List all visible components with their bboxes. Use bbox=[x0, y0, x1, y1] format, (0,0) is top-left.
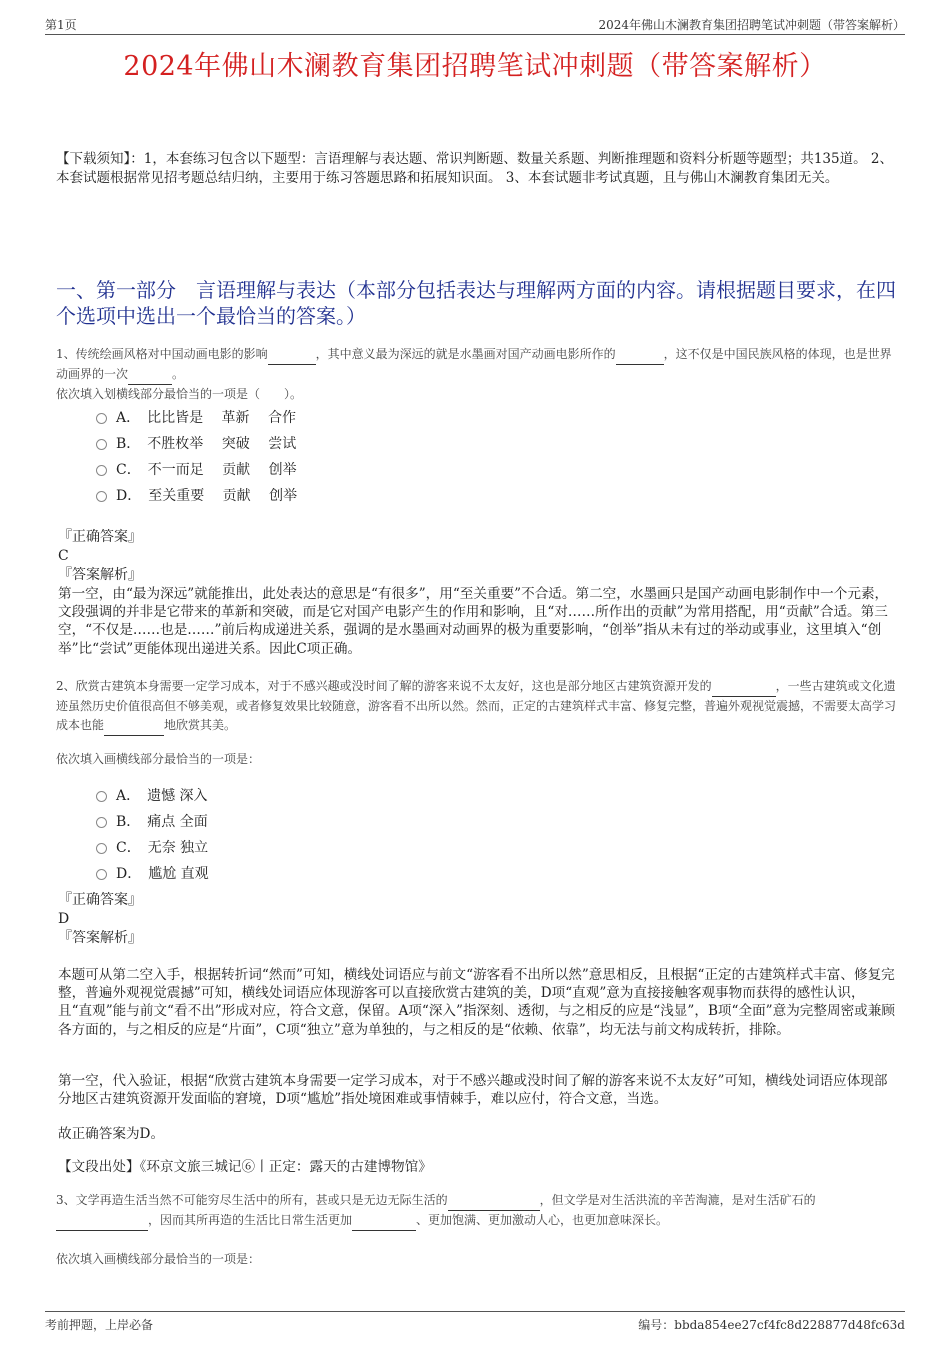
q1-text-4: 。 bbox=[172, 367, 185, 381]
q3-text-1: 3、文学再造生活当然不可能穷尽生活中的所有，甚或只是无边无际生活的 bbox=[56, 1193, 448, 1207]
q1-option-d-label: D． 至关重要 贡献 创举 bbox=[116, 488, 298, 504]
q1-option-a-label: A． 比比皆是 革新 合作 bbox=[116, 410, 297, 426]
q1-prompt: 依次填入划横线部分最恰当的一项是（ ）。 bbox=[56, 387, 303, 401]
q1-option-b[interactable] bbox=[96, 431, 297, 457]
q2-text-2: ，一些古建筑或文化遗迹虽然历史价值很高但不够美观，或者修复效果比较随意，游客看不出所以然。然而，正定的古建筑样式丰富、修复完整，普遍外观视觉震撼，不需要太高学习成本也能 bbox=[56, 679, 897, 732]
q3-blank-1 bbox=[448, 1191, 540, 1211]
question-2-stem bbox=[56, 677, 896, 736]
question-3-stem bbox=[56, 1191, 896, 1231]
page-header bbox=[45, 14, 905, 35]
document-title: 2024年佛山木澜教育集团招聘笔试冲刺题（带答案解析） bbox=[123, 51, 827, 82]
q1-text-1: 1、传统绘画风格对中国动画电影的影响 bbox=[56, 347, 268, 361]
q2-option-d-label: D． 尴尬 直观 bbox=[116, 866, 209, 882]
q1-options bbox=[96, 405, 297, 509]
q2-prompt: 依次填入画横线部分最恰当的一项是： bbox=[56, 752, 261, 766]
q3-prompt: 依次填入画横线部分最恰当的一项是： bbox=[56, 1252, 261, 1266]
footer-doc-id: 编号：bbda854ee27cf4fc8d228877d48fc63d bbox=[638, 1318, 905, 1332]
q2-source: 【文段出处】《环京文旅三城记⑥丨正定：露天的古建博物馆》 bbox=[58, 1159, 432, 1175]
q3-text-4: 、更加饱满、更加激动人心，也更加意味深长。 bbox=[416, 1213, 669, 1227]
q3-blank-3 bbox=[352, 1211, 416, 1231]
radio-icon[interactable] bbox=[96, 465, 107, 476]
download-notice: 【下载须知】：1，本套练习包含以下题型：言语理解与表达题、常识判断题、数量关系题、判断推理题和资料分析题等题型；共135道。 2、本套试题根据常见招考题总结归纳，主要用于练习答题思路和拓展知识面。 3、本套试题非考试真题，且与佛山木澜教育集团无关。 bbox=[56, 151, 893, 186]
page-footer bbox=[45, 1311, 905, 1332]
q1-analysis-label: 『答案解析』 bbox=[58, 567, 142, 583]
q2-blank-2 bbox=[104, 716, 164, 736]
q1-blank-2 bbox=[616, 345, 664, 365]
q2-answer-block bbox=[58, 891, 142, 948]
radio-icon[interactable] bbox=[96, 817, 107, 828]
q2-analysis-2: 第一空，代入验证，根据“欣赏古建筑本身需要一定学习成本，对于不感兴趣或没时间了解的游客来说不太友好”可知，横线处词语应体现部分地区古建筑资源开发面临的窘境，D项“尴尬”指处境困难或事情棘手，难以应付，符合文意，当选。 bbox=[58, 1073, 888, 1108]
q1-text-3: ，这不仅是中国民族风格的体现，也是世界动画界的一次 bbox=[56, 347, 892, 381]
q1-analysis: 第一空，由“最为深远”就能推出，此处表达的意思是“有很多”，用“至关重要”不合适。第二空，水墨画只是国产动画电影制作中一个元素，文段强调的并非是它带来的革新和突破，而是它对国产电影产生的作用和影响，且“对……所作出的贡献”为常用搭配，用“贡献”合适。第三空，“不仅是……也是……”前后构成递进关系，强调的是水墨画对动画界的极为重要影响，“创举”指从未有过的举动或事业，这里填入“创举”比“尝试”更能体现出递进关系。因此C项正确。 bbox=[58, 586, 889, 657]
q1-answer: C bbox=[58, 548, 69, 564]
q2-options bbox=[96, 783, 209, 887]
q2-analysis-label: 『答案解析』 bbox=[58, 930, 142, 946]
q2-option-c-label: C． 无奈 独立 bbox=[116, 840, 209, 856]
question-1-stem bbox=[56, 345, 896, 404]
radio-icon[interactable] bbox=[96, 791, 107, 802]
header-doc-title: 2024年佛山木澜教育集团招聘笔试冲刺题（带答案解析） bbox=[598, 18, 905, 32]
q1-option-d[interactable] bbox=[96, 483, 297, 509]
q1-blank-3 bbox=[128, 365, 172, 385]
q2-option-c[interactable] bbox=[96, 835, 209, 861]
q2-text-3: 地欣赏其美。 bbox=[164, 718, 237, 732]
q2-analysis-1: 本题可从第二空入手，根据转折词“然而”可知，横线处词语应与前文“游客看不出所以然”意思相反，且根据“正定的古建筑样式丰富、修复完整，普遍外观视觉震撼”可知，横线处词语应体现游客可以直接欣赏古建筑的美，D项“直观”意为直接接触客观事物而获得的感性认识，且“直观”能与前文“看不出”形成对应，符合文意，保留。A项“深入”指深刻、透彻，与之相反的应是“浅显”，B项“全面”意为完整周密或兼顾各方面的，与之相反的应是“片面”，C项“独立”意为单独的，与之相反的是“依赖、依靠”，均无法与前文构成转折，排除。 bbox=[58, 967, 895, 1038]
q1-blank-1 bbox=[268, 345, 316, 365]
q1-answer-block bbox=[58, 528, 142, 585]
q1-answer-label: 『正确答案』 bbox=[58, 529, 142, 545]
radio-icon[interactable] bbox=[96, 439, 107, 450]
radio-icon[interactable] bbox=[96, 869, 107, 880]
q2-answer-label: 『正确答案』 bbox=[58, 892, 142, 908]
radio-icon[interactable] bbox=[96, 491, 107, 502]
radio-icon[interactable] bbox=[96, 843, 107, 854]
q1-text-2: ，其中意义最为深远的就是水墨画对国产动画电影所作的 bbox=[315, 347, 616, 361]
q2-analysis-3: 故正确答案为D。 bbox=[58, 1126, 165, 1142]
q2-option-d[interactable] bbox=[96, 861, 209, 887]
q2-blank-1 bbox=[712, 677, 776, 697]
q1-option-b-label: B． 不胜枚举 突破 尝试 bbox=[116, 436, 297, 452]
section-heading: 一、第一部分 言语理解与表达（本部分包括表达与理解两方面的内容。请根据题目要求，在四个选项中选出一个最恰当的答案。） bbox=[56, 278, 896, 328]
q1-option-c-label: C． 不一而足 贡献 创举 bbox=[116, 462, 297, 478]
q2-option-b-label: B． 痛点 全面 bbox=[116, 814, 208, 830]
radio-icon[interactable] bbox=[96, 413, 107, 424]
q1-option-a[interactable] bbox=[96, 405, 297, 431]
q3-text-2: ，但文学是对生活洪流的辛苦淘漉，是对生活矿石的 bbox=[539, 1193, 816, 1207]
q2-text-1: 2、欣赏古建筑本身需要一定学习成本，对于不感兴趣或没时间了解的游客来说不太友好，这也是部分地区古建筑资源开发的 bbox=[56, 679, 712, 693]
q2-option-a[interactable] bbox=[96, 783, 209, 809]
q3-blank-2 bbox=[56, 1211, 148, 1231]
q2-option-a-label: A． 遗憾 深入 bbox=[116, 788, 208, 804]
q1-option-c[interactable] bbox=[96, 457, 297, 483]
page-number: 第1页 bbox=[45, 18, 77, 32]
q2-option-b[interactable] bbox=[96, 809, 209, 835]
footer-slogan: 考前押题，上岸必备 bbox=[45, 1318, 154, 1332]
q2-answer: D bbox=[58, 911, 70, 927]
q3-text-3: ，因而其所再造的生活比日常生活更加 bbox=[148, 1213, 353, 1227]
